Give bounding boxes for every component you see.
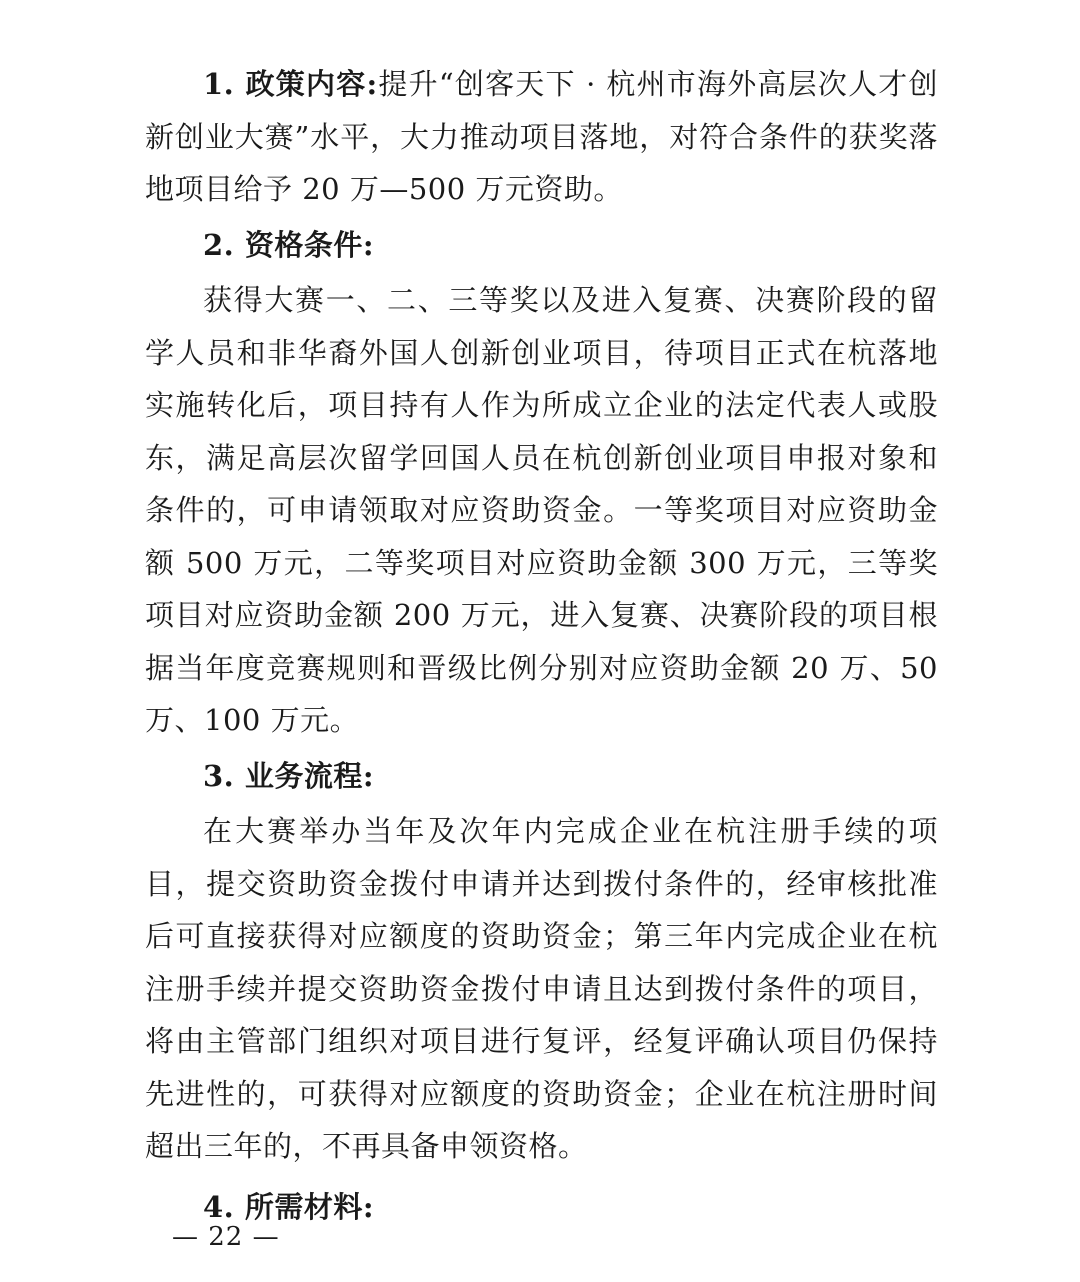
section-policy-content [145, 58, 938, 216]
section-body-policy-content: 提升“创客天下 · 杭州市海外高层次人才创新创业大赛”水平，大力推动项目落地，对符合条件的获奖落地项目给予 20 万—500 万元资助。 [145, 67, 939, 206]
page-number: — 22 — [172, 1222, 280, 1252]
section-heading-process: 3. 业务流程: [203, 758, 375, 793]
section-heading-eligibility: 2. 资格条件: [203, 227, 375, 262]
section-heading-policy-content: 1. 政策内容: [203, 67, 378, 101]
section-body-process: 在大赛举办当年及次年内完成企业在杭注册手续的项目，提交资助资金拨付申请并达到拨付条件的，经审核批准后可直接获得对应额度的资助资金；第三年内完成企业在杭注册手续并提交资助资金拨付申请且达到拨付条件的项目，将由主管部门组织对项目进行复评，经复评确认项目仍保持先进性的，可获得对应额度的资助资金；企业在杭注册时间超出三年的，不再具备申领资格。 [145, 814, 938, 1163]
document-page [145, 58, 938, 1233]
section-body-eligibility: 获得大赛一、二、三等奖以及进入复赛、决赛阶段的留学人员和非华裔外国人创新创业项目，待项目正式在杭落地实施转化后，项目持有人作为所成立企业的法定代表人或股东，满足高层次留学回国人员在杭创新创业项目申报对象和条件的，可申请领取对应资助资金。一等奖项目对应资助金额 500 万元，二等奖项目对应资助金额 300 万元，三等奖项目对应资助金额 200 万元，进入复赛、决赛阶段的项目根据当年度竞赛规则和晋级比例分别对应资助金额 20 万、50 万、100 万元。 [145, 283, 938, 737]
section-heading-materials: 4. 所需材料: [203, 1189, 375, 1224]
